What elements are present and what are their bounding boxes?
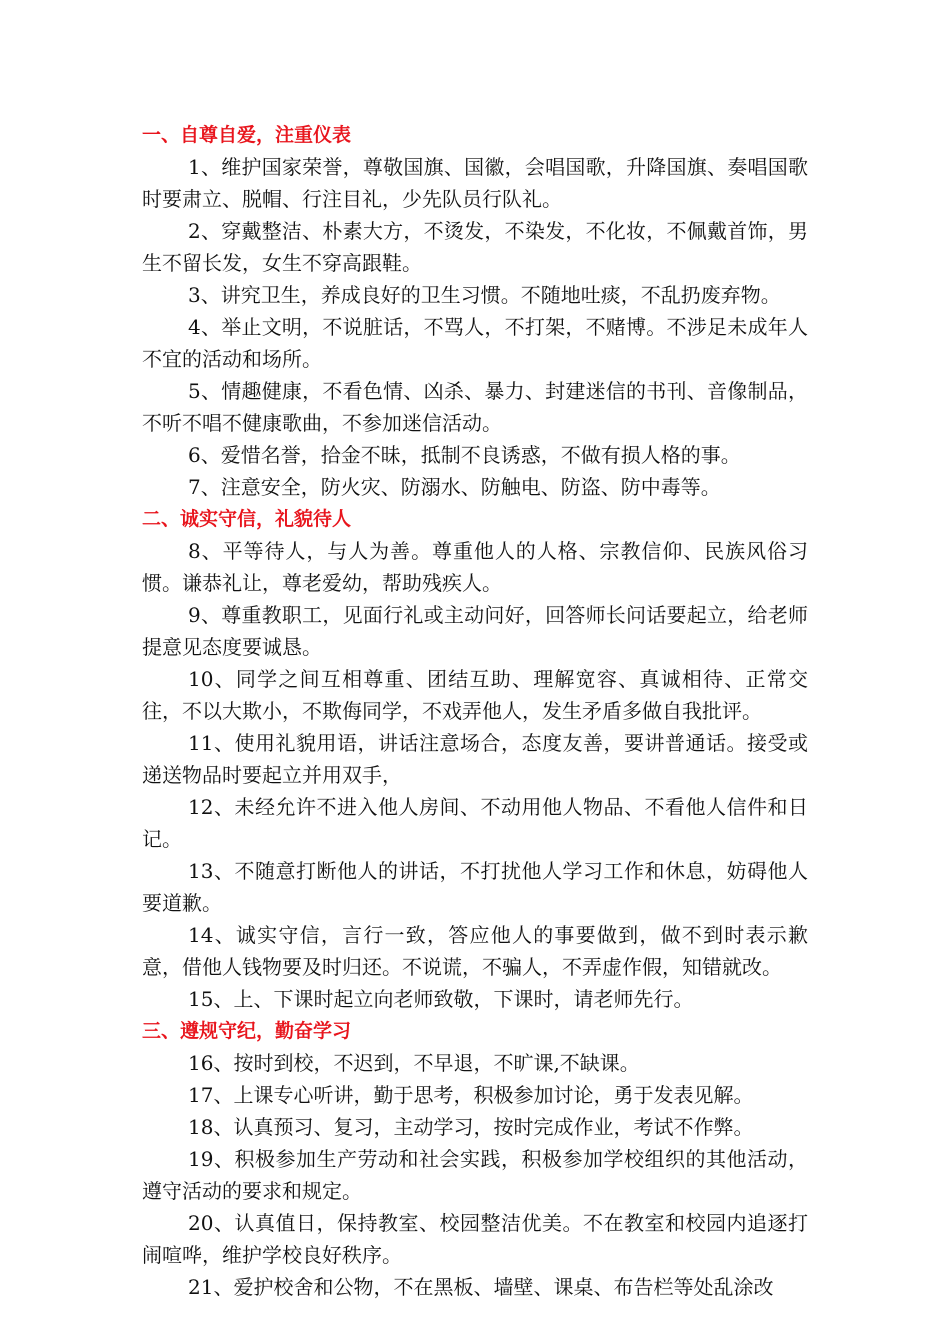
document-body bbox=[142, 119, 808, 1303]
rule-item: 11、使用礼貌用语，讲话注意场合，态度友善，要讲普通话。接受或递送物品时要起立并用双手， bbox=[142, 731, 808, 787]
section-heading: 三、遵规守纪，勤奋学习 bbox=[142, 1020, 352, 1042]
rule-item: 10、同学之间互相尊重、团结互助、理解宽容、真诚相待、正常交往，不以大欺小，不欺侮同学，不戏弄他人，发生矛盾多做自我批评。 bbox=[142, 667, 808, 723]
rule-item: 9、尊重教职工，见面行礼或主动问好，回答师长问话要起立，给老师提意见态度要诚恳。 bbox=[142, 603, 808, 659]
rule-item: 13、不随意打断他人的讲话，不打扰他人学习工作和休息，妨碍他人要道歉。 bbox=[142, 859, 808, 915]
rule-item: 20、认真值日，保持教室、校园整洁优美。不在教室和校园内追逐打闹喧哗，维护学校良好秩序。 bbox=[142, 1211, 808, 1267]
rule-item: 19、积极参加生产劳动和社会实践，积极参加学校组织的其他活动，遵守活动的要求和规定。 bbox=[142, 1147, 808, 1203]
section-3 bbox=[142, 1015, 808, 1303]
rule-item: 15、上、下课时起立向老师致敬，下课时，请老师先行。 bbox=[188, 987, 694, 1011]
section-2 bbox=[142, 503, 808, 1015]
rule-item: 7、注意安全，防火灾、防溺水、防触电、防盗、防中毒等。 bbox=[188, 475, 721, 499]
rule-item: 16、按时到校，不迟到，不早退，不旷课,不缺课。 bbox=[188, 1051, 640, 1075]
rule-item: 8、平等待人，与人为善。尊重他人的人格、宗教信仰、民族风俗习惯。谦恭礼让，尊老爱幼，帮助残疾人。 bbox=[142, 539, 808, 595]
section-1 bbox=[142, 119, 808, 503]
rule-item: 6、爱惜名誉，拾金不昧，抵制不良诱惑，不做有损人格的事。 bbox=[188, 443, 741, 467]
rule-item: 17、上课专心听讲，勤于思考，积极参加讨论，勇于发表见解。 bbox=[188, 1083, 754, 1107]
section-heading: 一、自尊自爱，注重仪表 bbox=[142, 124, 352, 146]
rule-item: 4、举止文明，不说脏话，不骂人，不打架，不赌博。不涉足未成年人不宜的活动和场所。 bbox=[142, 315, 808, 371]
section-heading: 二、诚实守信，礼貌待人 bbox=[142, 508, 352, 530]
rule-item: 14、诚实守信，言行一致，答应他人的事要做到，做不到时表示歉意，借他人钱物要及时归还。不说谎，不骗人，不弄虚作假，知错就改。 bbox=[142, 923, 808, 979]
rule-item: 12、未经允许不进入他人房间、不动用他人物品、不看他人信件和日记。 bbox=[142, 795, 808, 851]
rule-item: 5、情趣健康，不看色情、凶杀、暴力、封建迷信的书刊、音像制品，不听不唱不健康歌曲，不参加迷信活动。 bbox=[142, 379, 808, 435]
rule-item: 18、认真预习、复习，主动学习，按时完成作业，考试不作弊。 bbox=[188, 1115, 754, 1139]
rule-item: 1、维护国家荣誉，尊敬国旗、国徽，会唱国歌，升降国旗、奏唱国歌时要肃立、脱帽、行注目礼，少先队员行队礼。 bbox=[142, 155, 808, 211]
rule-item: 3、讲究卫生，养成良好的卫生习惯。不随地吐痰，不乱扔废弃物。 bbox=[188, 283, 781, 307]
rule-item: 21、爱护校舍和公物，不在黑板、墙壁、课桌、布告栏等处乱涂改 bbox=[188, 1275, 774, 1299]
rule-item: 2、穿戴整洁、朴素大方，不烫发，不染发，不化妆，不佩戴首饰，男生不留长发，女生不穿高跟鞋。 bbox=[142, 219, 808, 275]
